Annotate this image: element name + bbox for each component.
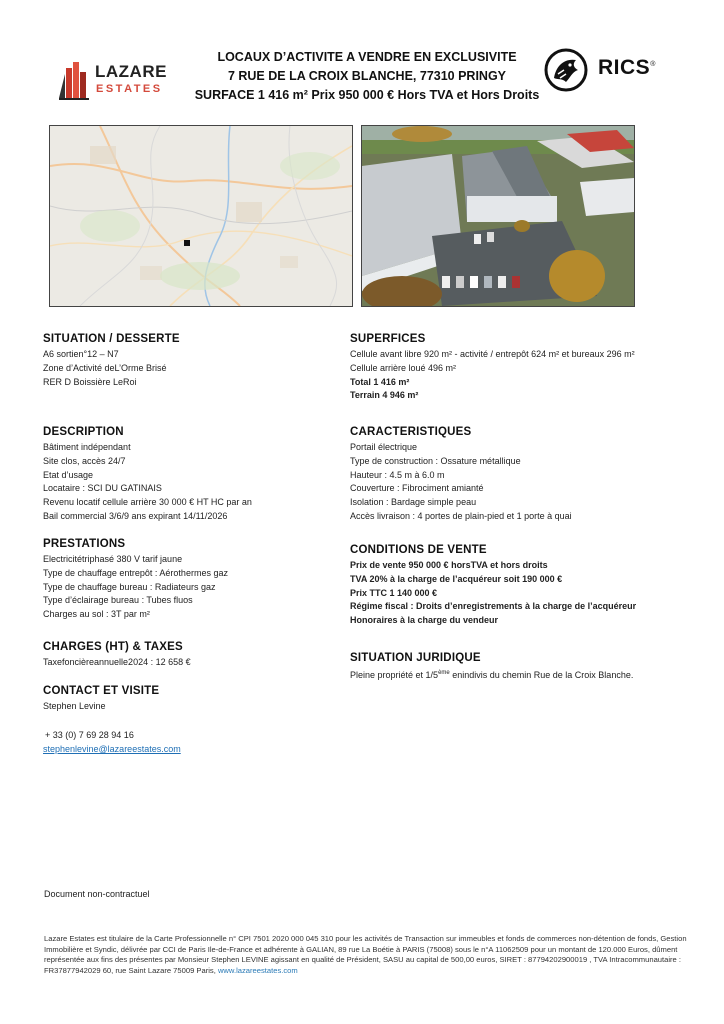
superfices-block (350, 348, 635, 403)
condition-line: TVA 20% à la charge de l’acquéreur soit 190 000 € (350, 573, 563, 584)
prestation-line: Charges au sol : 3T par m² (43, 609, 150, 620)
conditions-block (350, 559, 636, 628)
situation-block (43, 348, 167, 389)
juridique-text (350, 667, 633, 683)
prestation-line: Type de chauffage entrepôt : Aérothermes gaz (43, 567, 228, 578)
contact-email-link[interactable]: stephenlevine@lazareestates.com (43, 743, 181, 754)
caracteristiques-block (350, 441, 572, 524)
title-line-1: LOCAUX D’ACTIVITE A VENDRE EN EXCLUSIVITE (217, 50, 517, 64)
condition-line: Prix TTC 1 140 000 € (350, 587, 438, 598)
caracteristique-line: Isolation : Bardage simple peau (350, 497, 477, 508)
lazare-estates-logo (57, 58, 187, 104)
juridique-text-after: enindivis du chemin Rue de la Croix Blanche. (449, 670, 634, 680)
section-title-charges: CHARGES (HT) & TAXES (43, 641, 183, 653)
caracteristique-line: Type de construction : Ossature métallique (350, 455, 521, 466)
section-title-prestations: PRESTATIONS (43, 538, 126, 550)
section-title-situation: SITUATION / DESSERTE (43, 333, 180, 345)
rics-label: RICS® (598, 56, 656, 79)
location-map-image (49, 125, 353, 307)
caracteristique-line: Hauteur : 4.5 m à 6.0 m (350, 469, 445, 480)
caracteristique-line: Portail électrique (350, 442, 418, 452)
section-title-contact: CONTACT ET VISITE (43, 685, 160, 697)
superfice-terrain: Terrain 4 946 m² (350, 390, 419, 401)
juridique-superscript: ème (438, 670, 450, 676)
contact-name: Stephen Levine (43, 701, 106, 711)
section-title-conditions: CONDITIONS DE VENTE (350, 544, 487, 556)
description-line: Etat d’usage (43, 469, 94, 480)
section-title-description: DESCRIPTION (43, 426, 124, 438)
superfice-total: Total 1 416 m² (350, 376, 410, 387)
section-title-caracteristiques: CARACTERISTIQUES (350, 426, 472, 438)
website-link[interactable]: www.lazareestates.com (217, 965, 298, 975)
prestation-line: Type d’éclairage bureau : Tubes fluos (43, 595, 193, 606)
description-line: Site clos, accès 24/7 (43, 455, 126, 466)
logo-name: LAZARE (95, 62, 167, 81)
prestation-line: Electricitétriphasé 380 V tarif jaune (43, 554, 183, 564)
section-title-juridique: SITUATION JURIDIQUE (350, 652, 481, 664)
description-line: Locataire : SCI DU GATINAIS (43, 483, 162, 494)
building-bars-icon (57, 58, 91, 100)
legal-footer (44, 934, 687, 976)
title-line-2: 7 RUE DE LA CROIX BLANCHE, 77310 PRINGY (227, 69, 507, 83)
superfice-line: Cellule arrière loué 496 m² (350, 362, 457, 373)
contact-details (43, 729, 181, 757)
caracteristique-line: Couverture : Fibrociment amianté (350, 483, 484, 494)
description-line: Revenu locatif cellule arrière 30 000 € HT HC par an (43, 497, 252, 508)
rics-logo (544, 48, 684, 96)
caracteristique-line: Accès livraison : 4 portes de plain-pied et 1 porte à quai (350, 510, 572, 521)
situation-line: RER D Boissière LeRoi (43, 376, 137, 387)
listing-title (190, 48, 544, 105)
rics-lion-icon (544, 48, 588, 92)
superfice-line: Cellule avant libre 920 m² - activité / entrepôt 624 m² et bureaux 296 m² (350, 349, 635, 359)
juridique-text-before: Pleine propriété et 1/5 (350, 670, 439, 680)
condition-line: Honoraires à la charge du vendeur (350, 615, 499, 626)
disclaimer: Document non-contractuel (44, 889, 150, 899)
prestation-line: Type de chauffage bureau : Radiateurs gaz (43, 581, 216, 592)
situation-line: A6 sortien°12 – N7 (43, 349, 119, 359)
charges-line: Taxefoncièreannuelle2024 : 12 658 € (43, 657, 191, 667)
contact-block (43, 700, 106, 714)
description-block (43, 441, 252, 524)
logo-subtitle: ESTATES (96, 83, 163, 95)
condition-line: Régime fiscal : Droits d’enregistrements à la charge de l’acquéreur (350, 601, 637, 612)
charges-block (43, 656, 191, 670)
aerial-photo-image (361, 125, 635, 307)
prestations-block (43, 553, 228, 622)
contact-phone[interactable]: + 33 (0) 7 69 28 94 16 (45, 730, 134, 740)
situation-line: Zone d’Activité deL’Orme Brisé (43, 362, 167, 373)
section-title-superfices: SUPERFICES (350, 333, 426, 345)
condition-line: Prix de vente 950 000 € horsTVA et hors droits (350, 560, 548, 570)
map-graphic (50, 126, 352, 306)
aerial-graphic (362, 126, 634, 306)
legal-text: Lazare Estates est titulaire de la Carte Professionnelle n° CPI 7501 2020 000 045 310 pour les activités de Transaction sur immeubles et fonds de commerces non-détention de fonds, Gestion Immobilière et Syndic, délivrée par CCI de Paris Ile-de-France et adhérente à GALIAN, 89 rue La Boétie à PARIS (75008) sous le n°A 11062509 pour un montant de 120.000 Euros, dûment représentée aux fins des présentes par Monsieur Stephen LEVINE agissant en qualité de Président, SASU au capital de 500,00 euros, SIRET : 87794202900019 , TVA Intracommunautaire : FR37877942029 60, rue Saint Lazare 75009 Paris, (44, 934, 687, 975)
description-line: Bail commercial 3/6/9 ans expirant 14/11/2026 (43, 510, 228, 521)
description-line: Bâtiment indépendant (43, 442, 131, 452)
title-line-3: SURFACE 1 416 m² Prix 950 000 € Hors TVA et Hors Droits (194, 88, 540, 102)
